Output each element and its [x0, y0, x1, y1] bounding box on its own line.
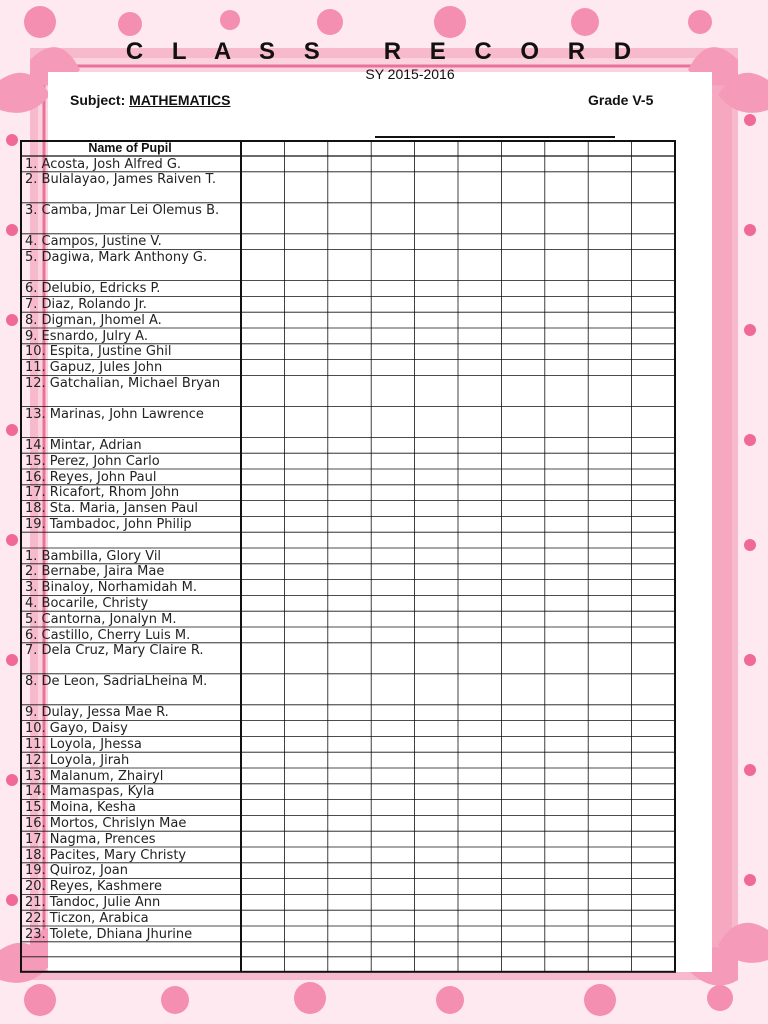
pupil-name: 8. Digman, Jhomel A. — [25, 312, 162, 328]
pupil-name: 23. Tolete, Dhiana Jhurine — [25, 926, 193, 942]
pupil-name: 9. Esnardo, Julry A. — [25, 328, 148, 344]
school-year: SY 2015-2016 — [365, 66, 455, 82]
pupil-name: 5. Dagiwa, Mark Anthony G. — [25, 250, 208, 266]
pupil-name: 15. Perez, John Carlo — [25, 453, 160, 469]
pupil-name: 17. Nagma, Prences — [25, 831, 156, 847]
pupil-name: 2. Bernabe, Jaira Mae — [25, 564, 165, 580]
pupil-name: 2. Bulalayao, James Raiven T. — [25, 172, 217, 188]
pupil-name: 21. Tandoc, Julie Ann — [25, 894, 161, 910]
pupil-name: 18. Sta. Maria, Jansen Paul — [25, 501, 199, 517]
pupil-name: 11. Loyola, Jhessa — [25, 736, 142, 752]
subject-value: MATHEMATICS — [129, 92, 231, 108]
pupil-name: 7. Dela Cruz, Mary Claire R. — [25, 643, 204, 659]
class-record-table — [20, 140, 676, 984]
pupil-name: 15. Moina, Kesha — [25, 800, 136, 816]
pupil-name: 4. Campos, Justine V. — [25, 234, 162, 250]
pupil-name: 9. Dulay, Jessa Mae R. — [25, 705, 169, 721]
pupil-name — [25, 957, 237, 972]
pupil-name: 8. De Leon, SadriaLheina M. — [25, 674, 208, 690]
pupil-name: 19. Tambadoc, John Philip — [25, 516, 192, 532]
pupil-name: 10. Espita, Justine Ghil — [25, 344, 172, 360]
pupil-name: 13. Marinas, John Lawrence — [25, 406, 204, 422]
pupil-name: 18. Pacites, Mary Christy — [25, 847, 187, 863]
grade-label: Grade V-5 — [588, 92, 654, 108]
pupil-name: 22. Ticzon, Arabica — [25, 910, 149, 926]
pupil-name — [25, 942, 237, 957]
pupil-name: 3. Binaloy, Norhamidah M. — [25, 580, 198, 596]
pupil-name: 19. Quiroz, Joan — [25, 863, 128, 879]
pupil-name: 6. Delubio, Edricks P. — [25, 281, 161, 297]
blank-underline — [375, 136, 615, 138]
pupil-name: 16. Mortos, Chrislyn Mae — [25, 815, 187, 831]
pupil-name — [25, 533, 237, 548]
pupil-name: 13. Malanum, Zhairyl — [25, 768, 164, 784]
pupil-name: 12. Gatchalian, Michael Bryan — [25, 375, 221, 391]
pupil-name: 20. Reyes, Kashmere — [25, 879, 162, 895]
subject-line — [70, 92, 230, 108]
pupil-name: 14. Mintar, Adrian — [25, 437, 142, 453]
name-column-header: Name of Pupil — [88, 141, 172, 155]
pupil-name: 16. Reyes, John Paul — [25, 469, 157, 485]
pupil-name: 17. Ricafort, Rhom John — [25, 485, 180, 501]
pupil-name: 14. Mamaspas, Kyla — [25, 784, 155, 800]
subject-label: Subject: — [70, 92, 126, 108]
page-title: C L A S S R E C O R D — [125, 38, 643, 65]
pupil-name: 1. Bambilla, Glory Vil — [25, 548, 162, 564]
pupil-name: 1. Acosta, Josh Alfred G. — [25, 156, 182, 172]
pupil-name: 5. Cantorna, Jonalyn M. — [25, 611, 177, 627]
pupil-name: 10. Gayo, Daisy — [25, 721, 128, 737]
pupil-name: 12. Loyola, Jirah — [25, 752, 130, 768]
pupil-name: 7. Diaz, Rolando Jr. — [25, 296, 147, 312]
pupil-name: 3. Camba, Jmar Lei Olemus B. — [25, 203, 220, 219]
pupil-name: 4. Bocarile, Christy — [25, 595, 149, 611]
pupil-name: 6. Castillo, Cherry Luis M. — [25, 627, 191, 643]
pupil-name: 11. Gapuz, Jules John — [25, 360, 163, 376]
